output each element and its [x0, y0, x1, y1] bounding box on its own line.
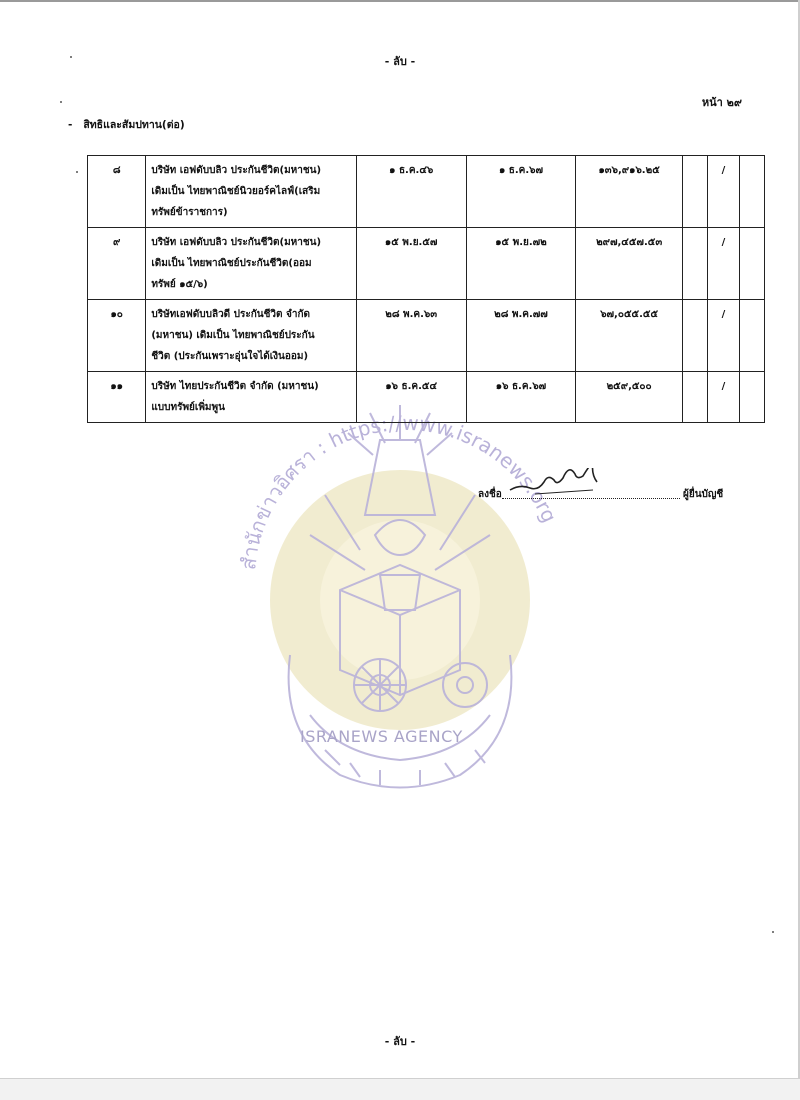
value: ๒๕๙,๕๐๐ [576, 372, 682, 423]
classification-bottom: - ลับ - [384, 1035, 416, 1048]
policy-name-line: ทรัพย์ข้าราชการ) [151, 207, 228, 218]
value: ๖๗,๐๕๕.๕๕ [576, 300, 682, 372]
row-number: ๑๑ [88, 372, 146, 423]
scan-speck [70, 56, 72, 58]
start-date: ๑๕ พ.ย.๕๗ [356, 228, 466, 300]
empty-cell [682, 372, 707, 423]
signature-role: ผู้ยื่นบัญชี [683, 489, 724, 500]
empty-cell [740, 300, 765, 372]
policy-name-line: (มหาชน) เดิมเป็น ไทยพาณิชย์ประกัน [151, 330, 315, 341]
table-row [88, 156, 765, 228]
policy-name-line: เดิมเป็น ไทยพาณิชย์นิวยอร์คไลฟ์(เสริม [151, 186, 321, 197]
empty-cell [740, 156, 765, 228]
policy-name-line: ชีวิต (ประกันเพราะอุ่นใจได้เงินออม) [151, 351, 309, 362]
assets-table [87, 155, 765, 423]
policy-name-line: บริษัท ไทยประกันชีวิต จำกัด (มหาชน) [151, 381, 319, 392]
viewer-background [0, 1079, 800, 1100]
row-number: ๑๐ [88, 300, 146, 372]
end-date: ๑๕ พ.ย.๗๒ [466, 228, 576, 300]
signature-prefix: ลงชื่อ [478, 489, 502, 500]
section-heading [68, 116, 185, 133]
policy-name-line: บริษัทเอฟดับบลิวดี ประกันชีวิต จำกัด [151, 309, 311, 320]
end-date: ๑๖ ธ.ค.๖๗ [466, 372, 576, 423]
policy-name [146, 372, 356, 423]
check-mark: / [707, 228, 740, 300]
row-number: ๙ [88, 228, 146, 300]
policy-name [146, 228, 356, 300]
section-bullet: - [68, 119, 73, 131]
row-number: ๘ [88, 156, 146, 228]
classification-top: - ลับ - [384, 55, 416, 68]
watermark-agency-text: ISRANEWS AGENCY [300, 727, 463, 746]
policy-name-line: แบบทรัพย์เพิ่มพูน [151, 402, 225, 413]
empty-cell [740, 228, 765, 300]
empty-cell [682, 156, 707, 228]
table-row [88, 228, 765, 300]
start-date: ๑๖ ธ.ค.๕๔ [356, 372, 466, 423]
policy-name-line: ทรัพย์ ๑๕/๖) [151, 279, 208, 290]
check-mark: / [707, 300, 740, 372]
policy-name [146, 300, 356, 372]
page-top-edge [0, 0, 800, 2]
policy-name [146, 156, 356, 228]
scan-speck [60, 101, 62, 103]
end-date: ๑ ธ.ค.๖๗ [466, 156, 576, 228]
empty-cell [740, 372, 765, 423]
signature-line [502, 498, 680, 499]
empty-cell [682, 300, 707, 372]
start-date: ๑ ธ.ค.๔๖ [356, 156, 466, 228]
policy-name-line: บริษัท เอฟดับบลิว ประกันชีวิต(มหาชน) [151, 165, 322, 176]
signature-scribble [505, 468, 605, 498]
end-date: ๒๘ พ.ค.๗๗ [466, 300, 576, 372]
policy-name-line: เดิมเป็น ไทยพาณิชย์ประกันชีวิต(ออม [151, 258, 312, 269]
table-row [88, 300, 765, 372]
value: ๑๓๖,๙๑๖.๒๕ [576, 156, 682, 228]
section-title: สิทธิและสัมปทาน(ต่อ) [83, 119, 185, 131]
scan-speck [772, 931, 774, 933]
policy-name-line: บริษัท เอฟดับบลิว ประกันชีวิต(มหาชน) [151, 237, 322, 248]
start-date: ๒๘ พ.ค.๖๓ [356, 300, 466, 372]
watermark-arc-label: สำนักข่าวอิศรา : https://www.isranews.org [236, 410, 562, 572]
page-number: หน้า ๒๙ [701, 96, 742, 109]
check-mark: / [707, 372, 740, 423]
table-row [88, 372, 765, 423]
value: ๒๙๗,๔๕๗.๕๓ [576, 228, 682, 300]
check-mark: / [707, 156, 740, 228]
empty-cell [682, 228, 707, 300]
scan-speck [76, 171, 78, 173]
